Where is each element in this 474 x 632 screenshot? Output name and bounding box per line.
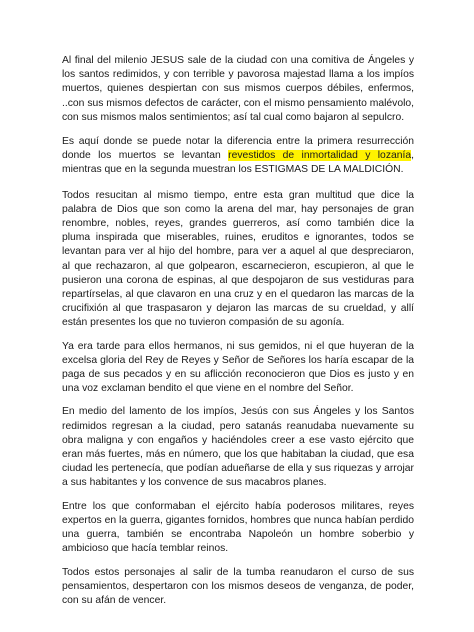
paragraph-4: Ya era tarde para ellos hermanos, ni sus gemidos, ni el que huyeran de la excelsa gloria del Rey de Reyes y Señor de Señores los haría escapar de la paga de sus pecados y en su aflicción reconocieron que Dios es justo y en una voz exclaman bendito el que viene en el nombre del Señor. bbox=[62, 340, 414, 395]
paragraph-3: Todos resucitan al mismo tiempo, entre esta gran multitud que dice la palabra de Dios que son como la arena del mar, hay personajes de gran renombre, nobles, reyes, grandes guerreros, así como también dice la pluma inspirada que miserables, ruines, eruditos e ignorantes, todos se levantan para ver al hijo del hombre, para ver a aquel al que despreciaron, al que rechazaron, al que golpearon, escarnecieron, escupieron, al que le pusieron una corona de espinas, al que despojaron de sus vestiduras para repartírselas, al que clavaron en una cruz y en el quedaron las marcas de la crucifixión al que traspasaron y dejaron las marcas de su crueldad, y allí están presentes los que no tuvieron compasión de su agonía. bbox=[62, 189, 414, 329]
highlighted-phrase: revestidos de inmortalidad y lozanía bbox=[228, 150, 412, 162]
paragraph-2-text-after: , mientras que en la segunda muestran los ESTIGMAS DE LA MALDICIÓN. bbox=[62, 150, 414, 176]
paragraph-2-text-before: Es aquí donde se puede notar la diferencia entre la primera resurrección donde los muertos se levantan bbox=[62, 136, 414, 162]
paragraph-7: Todos estos personajes al salir de la tumba reanudaron el curso de sus pensamientos, despertaron con los mismos deseos de venganza, de poder, con su afán de vencer. bbox=[62, 566, 414, 606]
paragraph-1: Al final del milenio JESUS sale de la ciudad con una comitiva de Ángeles y los santos redimidos, y con terrible y pavorosa majestad llama a los impíos muertos, quienes despiertan con sus mismos cuerpos débiles, enfermos, ..con sus mismos defectos de carácter, con el mismo pensamiento malévolo, con sus mismos malos sentimientos; así tal cual como bajaron al sepulcro. bbox=[62, 55, 414, 123]
paragraph-2 bbox=[62, 135, 414, 178]
paragraph-6: Entre los que conformaban el ejército había poderosos militares, reyes expertos en la guerra, gigantes fornidos, hombres que nunca habían perdido una guerra, también se encontraba Napoleón un hombre soberbio y ambicioso que hacía temblar reinos. bbox=[62, 500, 414, 555]
paragraph-5: En medio del lamento de los impíos, Jesús con sus Ángeles y los Santos redimidos regresan a la ciudad, pero satanás reanudaba nuevamente su obra maligna y con engaños y haciéndoles creer a ese vasto ejército que eran más fuertes, más en número, que los que habitaban la ciudad, que esa ciudad les pertenecía, que podían adueñarse de ella y sus riquezas y arrojar a sus habitantes y los convence de sus macabros planes. bbox=[62, 406, 414, 489]
